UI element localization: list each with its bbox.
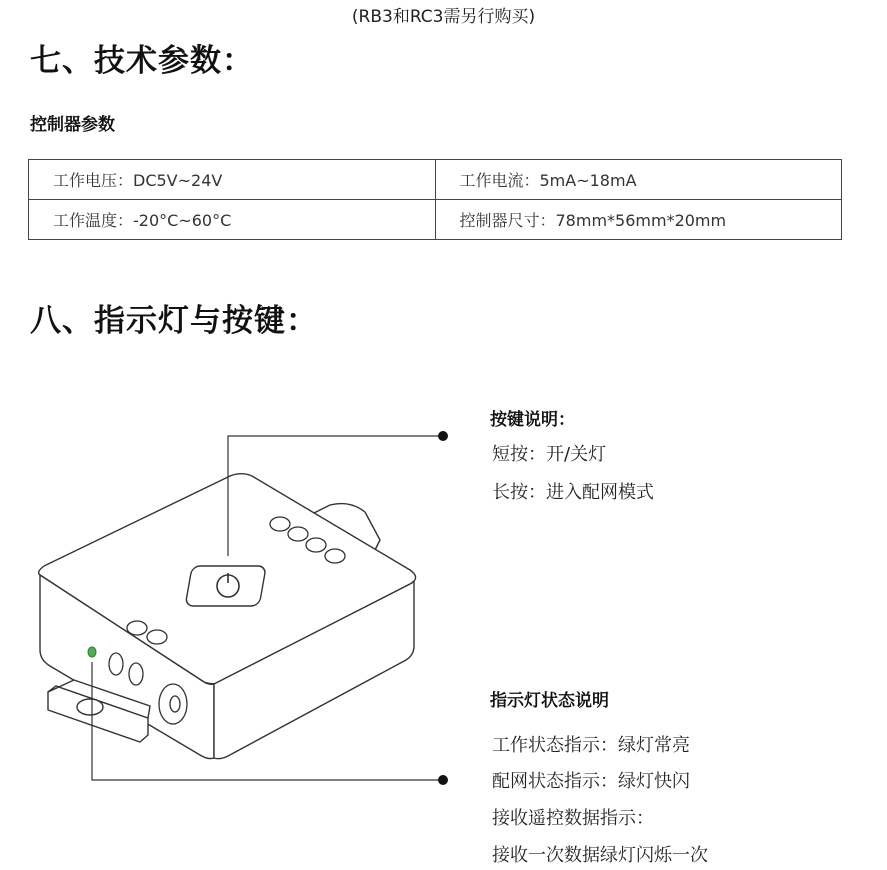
controller-device-illustration xyxy=(0,380,887,790)
controller-params-subtitle: 控制器参数 xyxy=(30,115,115,135)
mount-hole-icon xyxy=(77,699,103,715)
spec-voltage: 工作电压：DC5V~24V xyxy=(29,160,436,200)
button-desc-short-press: 短按：开/关灯 xyxy=(492,444,607,465)
indicator-desc-remote-blink: 接收一次数据绿灯闪烁一次 xyxy=(492,845,708,866)
button-callout-dot xyxy=(438,431,448,441)
button-desc-heading: 按键说明： xyxy=(490,410,575,430)
indicator-desc-working: 工作状态指示：绿灯常亮 xyxy=(492,735,690,756)
spec-dimensions: 控制器尺寸：78mm*56mm*20mm xyxy=(435,200,842,240)
spec-current: 工作电流：5mA~18mA xyxy=(435,160,842,200)
spec-temperature: 工作温度：-20°C~60°C xyxy=(29,200,436,240)
indicator-desc-heading: 指示灯状态说明 xyxy=(490,691,609,711)
top-note: (RB3和RC3需另行购买) xyxy=(351,7,536,27)
section-8-title: 八、指示灯与按键： xyxy=(30,303,318,339)
spec-table xyxy=(28,159,842,240)
indicator-desc-pairing: 配网状态指示：绿灯快闪 xyxy=(492,771,690,792)
status-led-icon xyxy=(88,647,96,657)
led-callout-dot xyxy=(438,775,448,785)
button-desc-long-press: 长按：进入配网模式 xyxy=(492,482,654,503)
power-button-icon xyxy=(185,566,266,606)
table-row xyxy=(29,160,842,200)
indicator-desc-remote: 接收遥控数据指示： xyxy=(492,808,654,829)
table-row xyxy=(29,200,842,240)
section-7-title: 七、技术参数： xyxy=(30,43,254,79)
